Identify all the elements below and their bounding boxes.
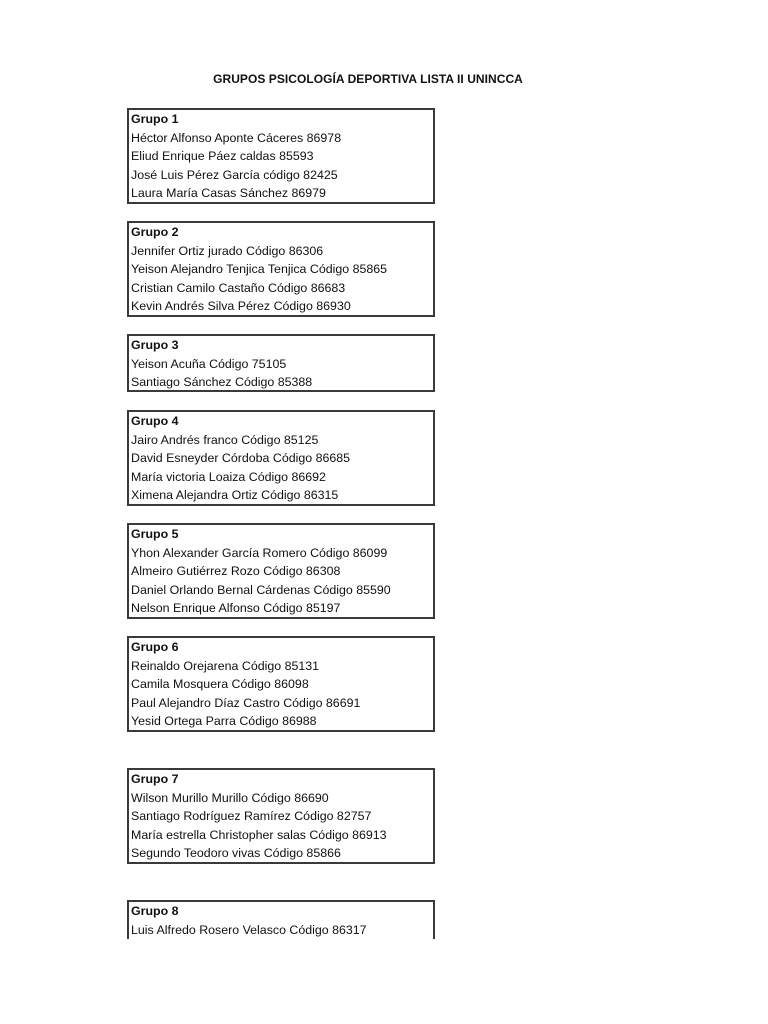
group-box-7 (127, 768, 435, 864)
group-member: Cristian Camilo Castaño Código 86683 (131, 280, 346, 295)
group-member: Almeiro Gutiérrez Rozo Código 86308 (131, 564, 341, 579)
group-box-2 (127, 221, 435, 317)
group-member: José Luis Pérez García código 82425 (131, 167, 338, 182)
group-title: Grupo 4 (131, 414, 179, 428)
group-member: Yesid Ortega Parra Código 86988 (131, 714, 317, 729)
group-member: Jennifer Ortiz jurado Código 86306 (131, 243, 324, 258)
group-title: Grupo 7 (131, 772, 179, 786)
group-member: Laura María Casas Sánchez 86979 (131, 186, 326, 201)
group-member: Héctor Alfonso Aponte Cáceres 86978 (131, 130, 342, 145)
group-box-4 (127, 410, 435, 506)
group-member: Daniel Orlando Bernal Cárdenas Código 85590 (131, 582, 391, 597)
group-member: Luis Alfredo Rosero Velasco Código 86317 (131, 922, 367, 937)
page-title: GRUPOS PSICOLOGÍA DEPORTIVA LISTA II UNINCCA (213, 72, 523, 86)
group-member: Santiago Sánchez Código 85388 (131, 375, 313, 390)
group-member: Nelson Enrique Alfonso Código 85197 (131, 601, 341, 616)
group-member: María estrella Christopher salas Código 86913 (131, 827, 387, 842)
group-member: Santiago Rodríguez Ramírez Código 82757 (131, 809, 372, 824)
group-member: Yeison Acuña Código 75105 (131, 356, 287, 371)
group-member: Ximena Alejandra Ortiz Código 86315 (131, 488, 339, 503)
group-box-8 (127, 900, 435, 939)
group-box-6 (127, 636, 435, 732)
group-member: Segundo Teodoro vivas Código 85866 (131, 846, 341, 861)
group-title: Grupo 3 (131, 338, 179, 352)
group-member: Eliud Enrique Páez caldas 85593 (131, 149, 314, 164)
group-member: Jairo Andrés franco Código 85125 (131, 432, 319, 447)
group-member: Reinaldo Orejarena Código 85131 (131, 658, 320, 673)
group-member: Yeison Alejandro Tenjica Tenjica Código 85865 (131, 262, 388, 277)
group-member: Yhon Alexander García Romero Código 86099 (131, 545, 388, 560)
group-box-3 (127, 334, 435, 392)
group-box-1 (127, 108, 435, 204)
group-title: Grupo 2 (131, 225, 179, 239)
group-member: Paul Alejandro Díaz Castro Código 86691 (131, 695, 361, 710)
group-title: Grupo 8 (131, 904, 179, 918)
group-member: Camila Mosquera Código 86098 (131, 677, 309, 692)
group-title: Grupo 6 (131, 640, 179, 654)
group-member: David Esneyder Córdoba Código 86685 (131, 451, 351, 466)
group-member: María victoria Loaiza Código 86692 (131, 469, 326, 484)
group-title: Grupo 5 (131, 527, 179, 541)
group-member: Kevin Andrés Silva Pérez Código 86930 (131, 299, 351, 314)
group-member: Wilson Murillo Murillo Código 86690 (131, 790, 329, 805)
group-box-5 (127, 523, 435, 619)
group-title: Grupo 1 (131, 112, 179, 126)
